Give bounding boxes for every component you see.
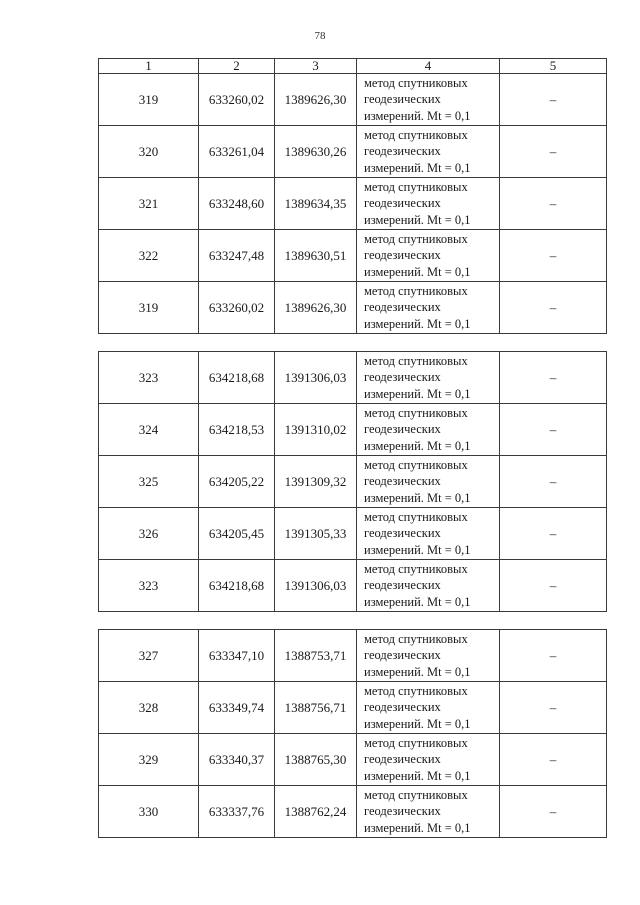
method-line: геодезических [364,196,441,211]
x-coordinate-cell: 633340,37 [199,734,275,786]
y-coordinate-cell: 1389634,35 [275,178,357,230]
table-row [99,630,607,682]
table-body [99,74,607,838]
table-row [99,230,607,282]
method-line: геодезических [364,92,441,107]
x-coordinate-cell: 634205,22 [199,456,275,508]
y-coordinate-cell: 1391306,03 [275,352,357,404]
x-coordinate-cell: 634205,45 [199,508,275,560]
point-cell: 322 [99,230,199,282]
table-row [99,178,607,230]
method-line: метод спутниковых [364,631,468,646]
x-coordinate-cell: 633260,02 [199,282,275,334]
method-line: геодезических [364,526,441,541]
method-line: геодезических [364,804,441,819]
method-cell [357,508,500,560]
column-header-4: 4 [357,59,500,74]
note-cell: – [500,178,607,230]
note-cell: – [500,786,607,838]
note-cell: – [500,282,607,334]
method-cell [357,682,500,734]
method-cell [357,352,500,404]
method-cell [357,74,500,126]
table-row [99,456,607,508]
x-coordinate-cell: 633337,76 [199,786,275,838]
table-row [99,560,607,612]
method-cell [357,734,500,786]
table-row [99,126,607,178]
section-separator [99,334,607,352]
method-line: измерений. Mt = 0,1 [364,386,471,401]
method-line: геодезических [364,752,441,767]
table-row [99,682,607,734]
page-number: 78 [314,30,326,42]
y-coordinate-cell: 1391306,03 [275,560,357,612]
x-coordinate-cell: 634218,53 [199,404,275,456]
method-line: метод спутниковых [364,683,468,698]
table-row [99,734,607,786]
note-cell: – [500,560,607,612]
method-line: метод спутниковых [364,735,468,750]
y-coordinate-cell: 1391309,32 [275,456,357,508]
point-cell: 320 [99,126,199,178]
separator-cell [99,334,607,352]
note-cell: – [500,682,607,734]
coordinates-table [98,58,607,838]
method-cell [357,630,500,682]
table-row [99,74,607,126]
point-cell: 330 [99,786,199,838]
method-cell [357,404,500,456]
method-line: метод спутниковых [364,231,468,246]
y-coordinate-cell: 1389626,30 [275,282,357,334]
method-line: измерений. Mt = 0,1 [364,160,471,175]
method-line: геодезических [364,474,441,489]
note-cell: – [500,630,607,682]
note-cell: – [500,734,607,786]
y-coordinate-cell: 1388765,30 [275,734,357,786]
point-cell: 326 [99,508,199,560]
table-row [99,508,607,560]
method-line: измерений. Mt = 0,1 [364,716,471,731]
point-cell: 329 [99,734,199,786]
method-line: измерений. Mt = 0,1 [364,490,471,505]
method-line: измерений. Mt = 0,1 [364,768,471,783]
method-line: геодезических [364,578,441,593]
x-coordinate-cell: 634218,68 [199,352,275,404]
method-line: метод спутниковых [364,179,468,194]
method-cell [357,560,500,612]
method-line: измерений. Mt = 0,1 [364,438,471,453]
method-line: измерений. Mt = 0,1 [364,264,471,279]
method-cell [357,456,500,508]
method-line: геодезических [364,700,441,715]
y-coordinate-cell: 1388762,24 [275,786,357,838]
method-line: геодезических [364,648,441,663]
method-line: геодезических [364,144,441,159]
method-cell [357,126,500,178]
y-coordinate-cell: 1389626,30 [275,74,357,126]
method-line: геодезических [364,248,441,263]
note-cell: – [500,404,607,456]
table-row [99,786,607,838]
method-cell [357,178,500,230]
table-row [99,404,607,456]
method-cell [357,230,500,282]
separator-cell [99,612,607,630]
x-coordinate-cell: 634218,68 [199,560,275,612]
note-cell: – [500,126,607,178]
column-header-1: 1 [99,59,199,74]
y-coordinate-cell: 1388756,71 [275,682,357,734]
method-line: измерений. Mt = 0,1 [364,820,471,835]
method-cell [357,282,500,334]
x-coordinate-cell: 633261,04 [199,126,275,178]
y-coordinate-cell: 1389630,51 [275,230,357,282]
method-line: геодезических [364,370,441,385]
method-line: измерений. Mt = 0,1 [364,542,471,557]
method-line: метод спутниковых [364,405,468,420]
point-cell: 323 [99,560,199,612]
point-cell: 325 [99,456,199,508]
section-separator [99,612,607,630]
method-line: метод спутниковых [364,75,468,90]
method-line: метод спутниковых [364,353,468,368]
column-header-2: 2 [199,59,275,74]
y-coordinate-cell: 1391305,33 [275,508,357,560]
note-cell: – [500,456,607,508]
method-line: метод спутниковых [364,561,468,576]
method-line: измерений. Mt = 0,1 [364,664,471,679]
y-coordinate-cell: 1391310,02 [275,404,357,456]
method-line: метод спутниковых [364,787,468,802]
method-line: измерений. Mt = 0,1 [364,212,471,227]
method-line: метод спутниковых [364,127,468,142]
method-line: измерений. Mt = 0,1 [364,316,471,331]
point-cell: 324 [99,404,199,456]
point-cell: 328 [99,682,199,734]
column-header-5: 5 [500,59,607,74]
x-coordinate-cell: 633260,02 [199,74,275,126]
method-cell [357,786,500,838]
method-line: измерений. Mt = 0,1 [364,594,471,609]
note-cell: – [500,74,607,126]
table-row [99,352,607,404]
note-cell: – [500,352,607,404]
point-cell: 327 [99,630,199,682]
method-line: геодезических [364,300,441,315]
point-cell: 323 [99,352,199,404]
method-line: метод спутниковых [364,283,468,298]
y-coordinate-cell: 1389630,26 [275,126,357,178]
x-coordinate-cell: 633247,48 [199,230,275,282]
table-row [99,282,607,334]
y-coordinate-cell: 1388753,71 [275,630,357,682]
header-row [99,59,607,74]
point-cell: 321 [99,178,199,230]
x-coordinate-cell: 633347,10 [199,630,275,682]
x-coordinate-cell: 633248,60 [199,178,275,230]
x-coordinate-cell: 633349,74 [199,682,275,734]
method-line: измерений. Mt = 0,1 [364,108,471,123]
point-cell: 319 [99,74,199,126]
method-line: метод спутниковых [364,457,468,472]
method-line: метод спутниковых [364,509,468,524]
method-line: геодезических [364,422,441,437]
column-header-3: 3 [275,59,357,74]
point-cell: 319 [99,282,199,334]
note-cell: – [500,508,607,560]
note-cell: – [500,230,607,282]
